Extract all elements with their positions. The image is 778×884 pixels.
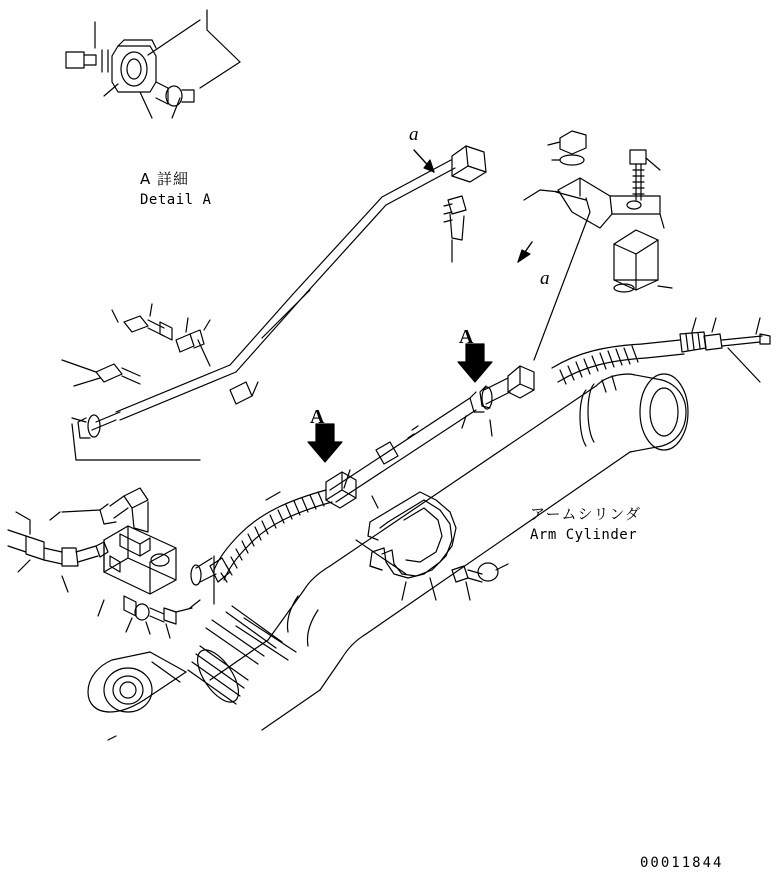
- drawing-part-number: 00011844: [640, 855, 724, 871]
- valve-block: [8, 488, 200, 638]
- detail-a-group: [66, 10, 240, 118]
- callout-arrow-a-top: [414, 150, 434, 172]
- arrow-A-left: [308, 424, 342, 462]
- top-right-bracket: [548, 131, 672, 292]
- detail-a-label-en: Detail A: [140, 192, 212, 208]
- callout-a-top: a: [409, 124, 419, 145]
- detail-a-label-jp: A 詳細: [140, 170, 190, 188]
- arm-cylinder-label-jp: アームシリンダ: [530, 505, 641, 523]
- pipe-end-fitting: [444, 146, 486, 262]
- arrow-A-right: [458, 344, 492, 382]
- arm-cylinder-label-en: Arm Cylinder: [530, 527, 638, 543]
- arm-cylinder: [88, 374, 688, 740]
- callout-A-left: A: [310, 406, 325, 428]
- callout-A-mid: A: [459, 326, 474, 348]
- left-pipe-clamps: [62, 304, 258, 460]
- callout-a-right: a: [540, 268, 550, 289]
